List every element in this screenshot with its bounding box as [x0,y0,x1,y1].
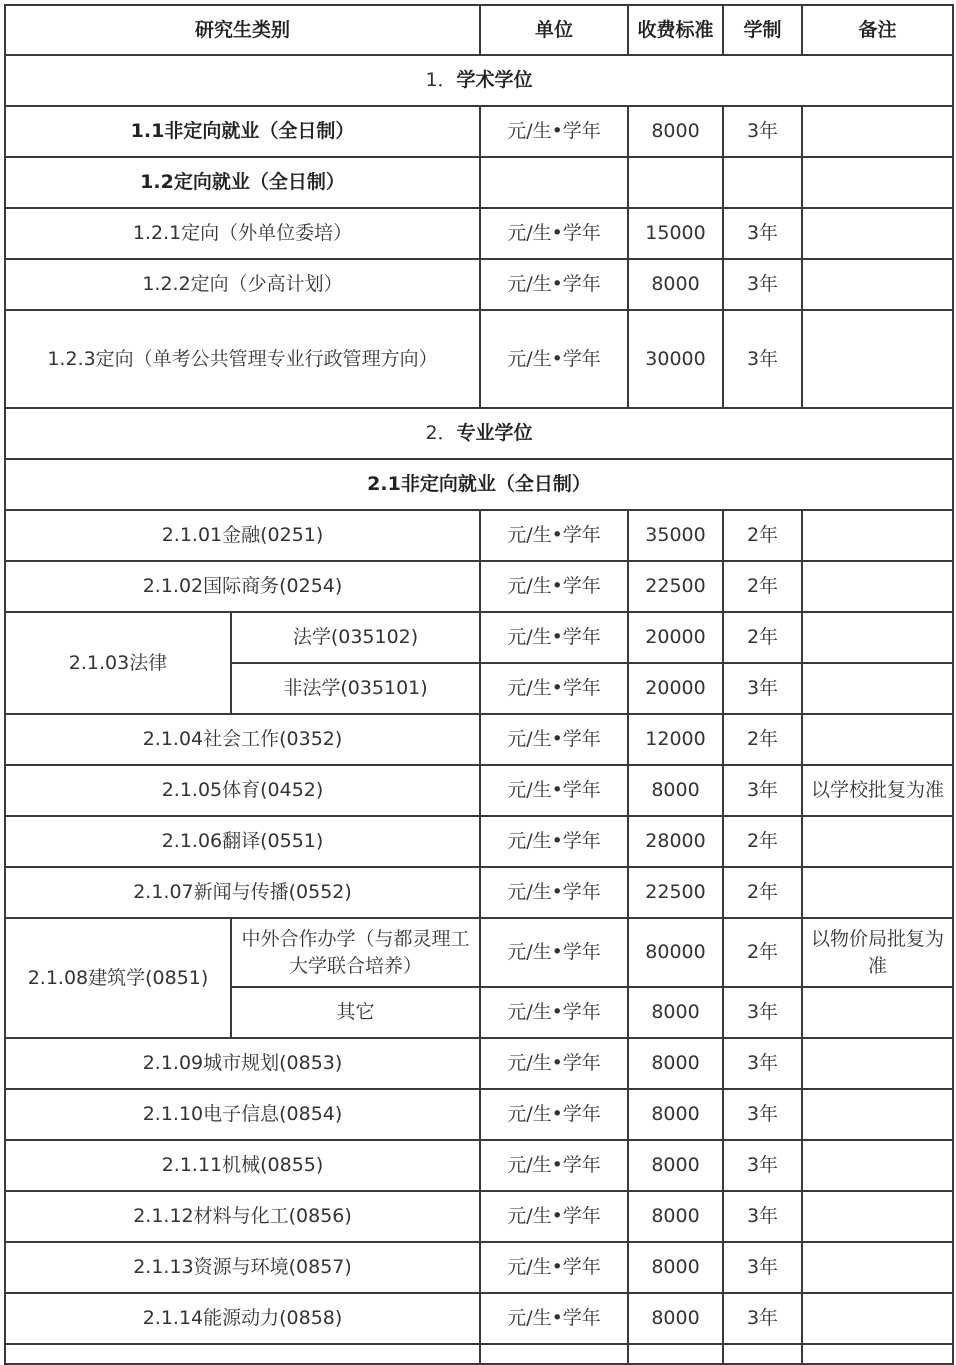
section-number: 1． [425,69,457,92]
header-duration: 学制 [723,5,802,55]
row-remark [802,1038,953,1089]
row-duration: 3年 [723,310,802,408]
row-fee: 22500 [628,561,723,612]
header-row [5,5,953,55]
row-name: 2.1.10电子信息(0854) [5,1089,480,1140]
row-remark [802,987,953,1038]
row-duration: 2年 [723,816,802,867]
row-name: 2.1.01金融(0251) [5,510,480,561]
row-fee: 8000 [628,1140,723,1191]
row-remark: 以学校批复为准 [802,765,953,816]
row-duration: 3年 [723,987,802,1038]
row-name [5,1344,480,1364]
table-row [5,765,953,816]
subsection-label: 2.1非定向就业（全日制） [5,459,953,510]
table-row [5,259,953,310]
row-group-name: 2.1.08建筑学(0851) [5,918,231,1038]
section-professional [5,408,953,459]
row-fee [628,1344,723,1364]
row-fee: 15000 [628,208,723,259]
table-row [5,561,953,612]
row-duration: 2年 [723,714,802,765]
table-row [5,867,953,918]
row-fee: 8000 [628,106,723,157]
row-duration: 3年 [723,663,802,714]
table-row [5,1089,953,1140]
table-row [5,1191,953,1242]
row-duration: 3年 [723,106,802,157]
row-name: 1.2.2定向（少高计划） [5,259,480,310]
row-remark [802,816,953,867]
row-fee: 8000 [628,1038,723,1089]
row-remark [802,157,953,208]
row-remark [802,1293,953,1344]
row-fee: 12000 [628,714,723,765]
row-remark [802,106,953,157]
row-fee: 35000 [628,510,723,561]
row-unit: 元/生•学年 [480,1242,628,1293]
row-remark [802,1140,953,1191]
row-remark [802,1344,953,1364]
row-remark [802,867,953,918]
table-row [5,918,953,987]
row-fee: 30000 [628,310,723,408]
table-row [5,714,953,765]
row-name: 2.1.02国际商务(0254) [5,561,480,612]
row-duration [723,157,802,208]
row-unit: 元/生•学年 [480,1140,628,1191]
row-unit: 元/生•学年 [480,867,628,918]
row-subname: 法学(035102) [231,612,480,663]
row-remark: 以物价局批复为准 [802,918,953,987]
row-unit: 元/生•学年 [480,918,628,987]
header-remark: 备注 [802,5,953,55]
row-remark [802,561,953,612]
table-row-partial [5,1344,953,1364]
row-remark [802,1242,953,1293]
row-duration: 2年 [723,510,802,561]
row-name: 1.2.1定向（外单位委培） [5,208,480,259]
row-fee [628,157,723,208]
header-fee: 收费标准 [628,5,723,55]
header-category: 研究生类别 [5,5,480,55]
row-fee: 28000 [628,816,723,867]
row-duration: 3年 [723,1038,802,1089]
row-duration: 2年 [723,612,802,663]
row-name: 1.2.3定向（单考公共管理专业行政管理方向） [5,310,480,408]
row-duration: 3年 [723,765,802,816]
row-name: 2.1.05体育(0452) [5,765,480,816]
table-row [5,1038,953,1089]
section-label: 专业学位 [456,422,533,445]
row-unit [480,1344,628,1364]
row-duration: 3年 [723,1242,802,1293]
section-label: 学术学位 [456,69,533,92]
row-duration: 3年 [723,208,802,259]
row-remark [802,259,953,310]
row-subname: 中外合作办学（与都灵理工大学联合培养） [231,918,480,987]
row-remark [802,714,953,765]
row-unit: 元/生•学年 [480,106,628,157]
table-row [5,510,953,561]
row-remark [802,612,953,663]
row-name: 2.1.09城市规划(0853) [5,1038,480,1089]
row-fee: 20000 [628,612,723,663]
row-name: 2.1.11机械(0855) [5,1140,480,1191]
row-fee: 22500 [628,867,723,918]
row-name: 1.1非定向就业（全日制） [5,106,480,157]
row-unit: 元/生•学年 [480,816,628,867]
row-unit: 元/生•学年 [480,612,628,663]
table-row [5,310,953,408]
row-duration: 3年 [723,259,802,310]
section-row-academic [5,55,953,106]
row-unit: 元/生•学年 [480,1191,628,1242]
table-row [5,1140,953,1191]
table-row [5,157,953,208]
row-duration: 3年 [723,1293,802,1344]
row-name: 2.1.14能源动力(0858) [5,1293,480,1344]
row-remark [802,310,953,408]
row-fee: 8000 [628,1191,723,1242]
row-remark [802,510,953,561]
row-remark [802,663,953,714]
row-unit: 元/生•学年 [480,1293,628,1344]
header-unit: 单位 [480,5,628,55]
row-fee: 8000 [628,1089,723,1140]
row-fee: 8000 [628,1242,723,1293]
row-subname: 其它 [231,987,480,1038]
row-name: 2.1.07新闻与传播(0552) [5,867,480,918]
section-number: 2． [425,422,457,445]
row-fee: 20000 [628,663,723,714]
row-fee: 8000 [628,765,723,816]
row-unit: 元/生•学年 [480,259,628,310]
row-fee: 8000 [628,1293,723,1344]
table-row [5,1293,953,1344]
row-subname: 非法学(035101) [231,663,480,714]
row-unit [480,157,628,208]
row-duration: 3年 [723,1140,802,1191]
row-unit: 元/生•学年 [480,714,628,765]
row-unit: 元/生•学年 [480,987,628,1038]
row-name: 1.2定向就业（全日制） [5,157,480,208]
table-row [5,816,953,867]
row-duration [723,1344,802,1364]
row-group-name: 2.1.03法律 [5,612,231,714]
section-row-professional [5,408,953,459]
subsection-row [5,459,953,510]
row-remark [802,1089,953,1140]
row-name: 2.1.13资源与环境(0857) [5,1242,480,1293]
row-duration: 3年 [723,1191,802,1242]
row-unit: 元/生•学年 [480,208,628,259]
row-name: 2.1.12材料与化工(0856) [5,1191,480,1242]
row-remark [802,1191,953,1242]
row-name: 2.1.06翻译(0551) [5,816,480,867]
row-duration: 2年 [723,561,802,612]
row-remark [802,208,953,259]
row-duration: 3年 [723,1089,802,1140]
row-fee: 80000 [628,918,723,987]
row-unit: 元/生•学年 [480,663,628,714]
section-academic [5,55,953,106]
row-duration: 2年 [723,867,802,918]
row-duration: 2年 [723,918,802,987]
row-unit: 元/生•学年 [480,1038,628,1089]
row-unit: 元/生•学年 [480,765,628,816]
row-fee: 8000 [628,987,723,1038]
row-unit: 元/生•学年 [480,1089,628,1140]
table-row [5,106,953,157]
row-unit: 元/生•学年 [480,310,628,408]
row-fee: 8000 [628,259,723,310]
fee-table [4,4,954,1365]
row-unit: 元/生•学年 [480,561,628,612]
table-row [5,612,953,663]
table-row [5,208,953,259]
table-row [5,1242,953,1293]
row-unit: 元/生•学年 [480,510,628,561]
row-name: 2.1.04社会工作(0352) [5,714,480,765]
